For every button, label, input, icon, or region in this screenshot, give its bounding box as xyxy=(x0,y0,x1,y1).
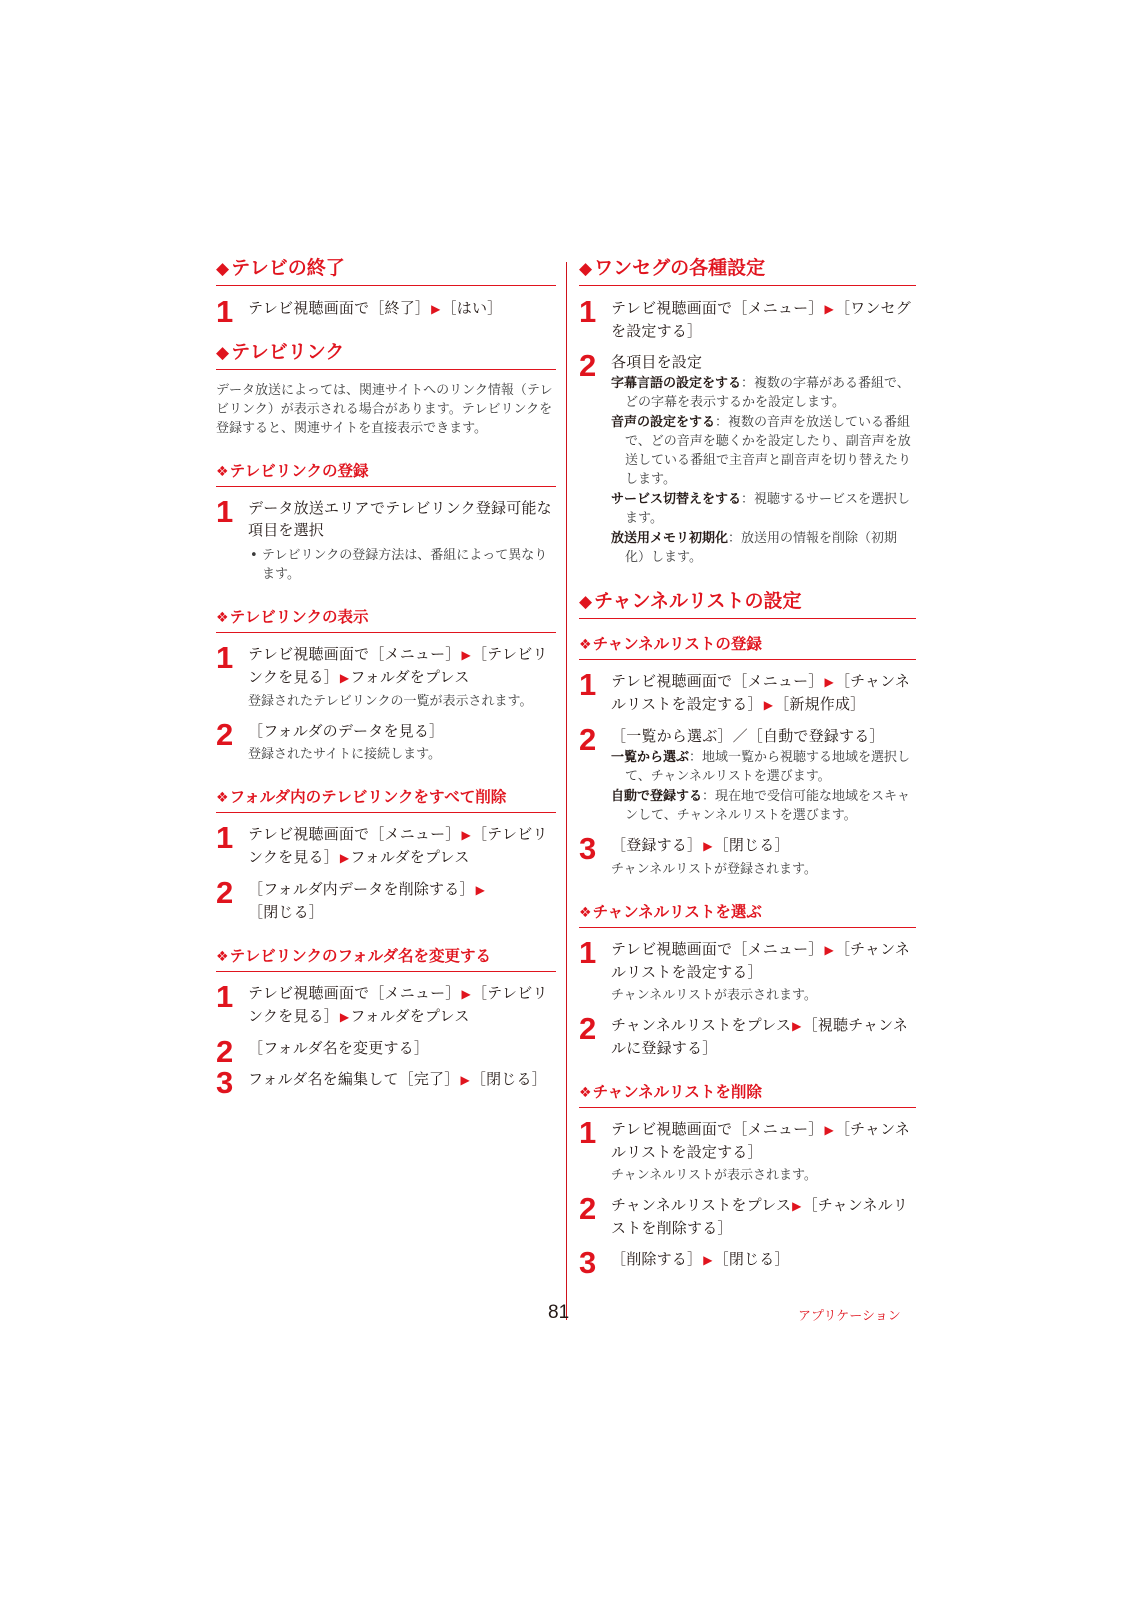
step-note: チャンネルリストが表示されます。 xyxy=(611,1168,817,1183)
clover-icon: ❖ xyxy=(216,949,229,965)
bullet-note: • テレビリンクの登録方法は、番組によって異なります。 xyxy=(250,548,548,582)
arrow-right-icon: ▶ xyxy=(339,851,350,865)
step-number: 2 xyxy=(216,1034,234,1069)
arrow-right-icon: ▶ xyxy=(703,839,713,853)
step-text: ［フォルダ名を変更する］ xyxy=(248,1039,430,1057)
step xyxy=(216,820,556,869)
arrow-right-icon: ▶ xyxy=(475,883,486,897)
step xyxy=(579,348,916,567)
arrow-right-icon: ▶ xyxy=(824,302,834,316)
step-number: 2 xyxy=(579,722,597,757)
step-number: 2 xyxy=(216,717,234,752)
step-number: 1 xyxy=(579,294,597,329)
step xyxy=(579,722,916,825)
step xyxy=(216,294,556,329)
step-text: ［フォルダのデータを見る］ xyxy=(248,722,445,740)
arrow-right-icon: ▶ xyxy=(824,1123,834,1137)
section-heading-tv-end: ◆ テレビの終了 xyxy=(216,256,556,286)
subsection-heading: ❖チャンネルリストの登録 xyxy=(579,633,916,660)
step xyxy=(216,875,556,923)
section-description: データ放送によっては、関連サイトへのリンク情報（テレビリンク）が表示される場合があります。テレビリンクを登録すると、関連サイトを直接表示できます。 xyxy=(216,383,553,436)
clover-icon: ❖ xyxy=(579,1085,592,1101)
clover-icon: ❖ xyxy=(579,637,592,653)
subsection-heading: ❖チャンネルリストを選ぶ xyxy=(579,901,916,928)
step-number: 3 xyxy=(579,1245,597,1280)
step xyxy=(216,494,556,584)
step-text: テレビ視聴画面で［終了］▶［はい］ xyxy=(248,299,503,317)
step xyxy=(579,1245,916,1280)
subsection-heading: ❖テレビリンクの表示 xyxy=(216,606,556,633)
step-number: 1 xyxy=(216,294,234,329)
step-number: 3 xyxy=(216,1065,234,1100)
step-note: チャンネルリストが表示されます。 xyxy=(611,988,817,1003)
step-number: 1 xyxy=(216,494,234,529)
step-text: テレビ視聴画面で［メニュー］▶［チャンネルリストを設定する］▶［新規作成］ xyxy=(611,672,911,713)
arrow-right-icon: ▶ xyxy=(461,987,471,1001)
right-column xyxy=(579,256,916,1280)
arrow-right-icon: ▶ xyxy=(792,1199,802,1213)
subsection-heading: ❖チャンネルリストを削除 xyxy=(579,1081,916,1108)
diamond-icon: ◆ xyxy=(579,259,593,279)
option-item: 字幕言語の設定をする：複数の字幕がある番組で、どの字幕を表示するかを設定します。 xyxy=(611,376,910,410)
step-text: 各項目を設定 xyxy=(611,353,703,371)
step xyxy=(579,831,916,879)
step-number: 1 xyxy=(216,640,234,675)
diamond-icon: ◆ xyxy=(216,259,230,279)
clover-icon: ❖ xyxy=(216,464,229,480)
step-text: データ放送エリアでテレビリンク登録可能な項目を選択 xyxy=(248,499,552,539)
arrow-right-icon: ▶ xyxy=(461,828,471,842)
section-heading-oneseg-settings: ◆ ワンセグの各種設定 xyxy=(579,256,916,286)
section-heading-tv-link: ◆ テレビリンク xyxy=(216,340,556,370)
step xyxy=(579,294,916,342)
step xyxy=(579,667,916,716)
option-item: 音声の設定をする：複数の音声を放送している番組で、どの音声を聴くかを設定したり、副音声を放送している番組で主音声と副音声を切り替えたりします。 xyxy=(611,415,912,487)
step xyxy=(579,1115,916,1185)
page-number: 81 xyxy=(548,1302,570,1323)
step-note: 登録されたサイトに接続します。 xyxy=(248,747,442,762)
step xyxy=(216,1034,556,1069)
step-text: チャンネルリストをプレス▶［チャンネルリストを削除する］ xyxy=(611,1196,909,1237)
step-number: 1 xyxy=(579,935,597,970)
step xyxy=(579,935,916,1005)
step-text: テレビ視聴画面で［メニュー］▶［ワンセグを設定する］ xyxy=(611,299,911,340)
subsection-heading: ❖フォルダ内のテレビリンクをすべて削除 xyxy=(216,786,556,813)
step xyxy=(579,1191,916,1239)
arrow-right-icon: ▶ xyxy=(703,1253,713,1267)
arrow-right-icon: ▶ xyxy=(460,1073,470,1087)
clover-icon: ❖ xyxy=(579,905,592,921)
step-text: テレビ視聴画面で［メニュー］▶［チャンネルリストを設定する］ xyxy=(611,940,911,981)
clover-icon: ❖ xyxy=(216,790,229,806)
step-text: テレビ視聴画面で［メニュー］▶［チャンネルリストを設定する］ xyxy=(611,1120,911,1161)
step-number: 2 xyxy=(579,1011,597,1046)
section-heading-channel-list: ◆ チャンネルリストの設定 xyxy=(579,589,916,619)
arrow-right-icon: ▶ xyxy=(792,1019,802,1033)
step-number: 1 xyxy=(579,667,597,702)
step-text: フォルダ名を編集して［完了］▶［閉じる］ xyxy=(248,1070,547,1088)
step-number: 2 xyxy=(216,875,234,910)
step-text: テレビ視聴画面で［メニュー］▶［テレビリンクを見る］▶フォルダをプレス xyxy=(248,825,548,866)
option-item: 放送用メモリ初期化：放送用の情報を削除（初期化）します。 xyxy=(611,531,898,565)
arrow-right-icon: ▶ xyxy=(763,698,774,712)
subsection-heading: ❖テレビリンクのフォルダ名を変更する xyxy=(216,945,556,972)
option-item: サービス切替えをする：視聴するサービスを選択します。 xyxy=(611,492,911,526)
step-text: ［フォルダ内データを削除する］▶［閉じる］ xyxy=(248,880,486,921)
step-number: 1 xyxy=(216,820,234,855)
step-number: 2 xyxy=(579,348,597,383)
step-text: ［一覧から選ぶ］／［自動で登録する］ xyxy=(611,727,885,745)
arrow-right-icon: ▶ xyxy=(461,648,471,662)
step-number: 1 xyxy=(216,979,234,1014)
clover-icon: ❖ xyxy=(216,610,229,626)
step xyxy=(216,979,556,1028)
step-text: ［削除する］▶［閉じる］ xyxy=(611,1250,790,1268)
step-text: チャンネルリストをプレス▶［視聴チャンネルに登録する］ xyxy=(611,1016,909,1057)
arrow-right-icon: ▶ xyxy=(339,1010,350,1024)
column-divider xyxy=(566,262,567,1320)
diamond-icon: ◆ xyxy=(216,343,230,363)
step-number: 3 xyxy=(579,831,597,866)
arrow-right-icon: ▶ xyxy=(431,302,441,316)
step xyxy=(579,1011,916,1059)
step xyxy=(216,717,556,764)
step-note: チャンネルリストが登録されます。 xyxy=(611,862,817,877)
option-item: 自動で登録する：現在地で受信可能な地域をスキャンして、チャンネルリストを選びます。 xyxy=(611,789,911,823)
step-note: 登録されたテレビリンクの一覧が表示されます。 xyxy=(248,694,533,709)
option-item: 一覧から選ぶ：地域一覧から視聴する地域を選択して、チャンネルリストを選びます。 xyxy=(611,750,911,784)
step-text: テレビ視聴画面で［メニュー］▶［テレビリンクを見る］▶フォルダをプレス xyxy=(248,645,548,686)
step-text: ［登録する］▶［閉じる］ xyxy=(611,836,790,854)
subsection-heading: ❖テレビリンクの登録 xyxy=(216,460,556,487)
step-number: 1 xyxy=(579,1115,597,1150)
diamond-icon: ◆ xyxy=(579,592,593,612)
step-text: テレビ視聴画面で［メニュー］▶［テレビリンクを見る］▶フォルダをプレス xyxy=(248,984,548,1025)
left-column xyxy=(216,256,556,1100)
footer-section-label: アプリケーション xyxy=(798,1309,901,1324)
arrow-right-icon: ▶ xyxy=(339,671,350,685)
arrow-right-icon: ▶ xyxy=(824,675,834,689)
step-number: 2 xyxy=(579,1191,597,1226)
step xyxy=(216,1065,556,1100)
arrow-right-icon: ▶ xyxy=(824,943,834,957)
step xyxy=(216,640,556,711)
